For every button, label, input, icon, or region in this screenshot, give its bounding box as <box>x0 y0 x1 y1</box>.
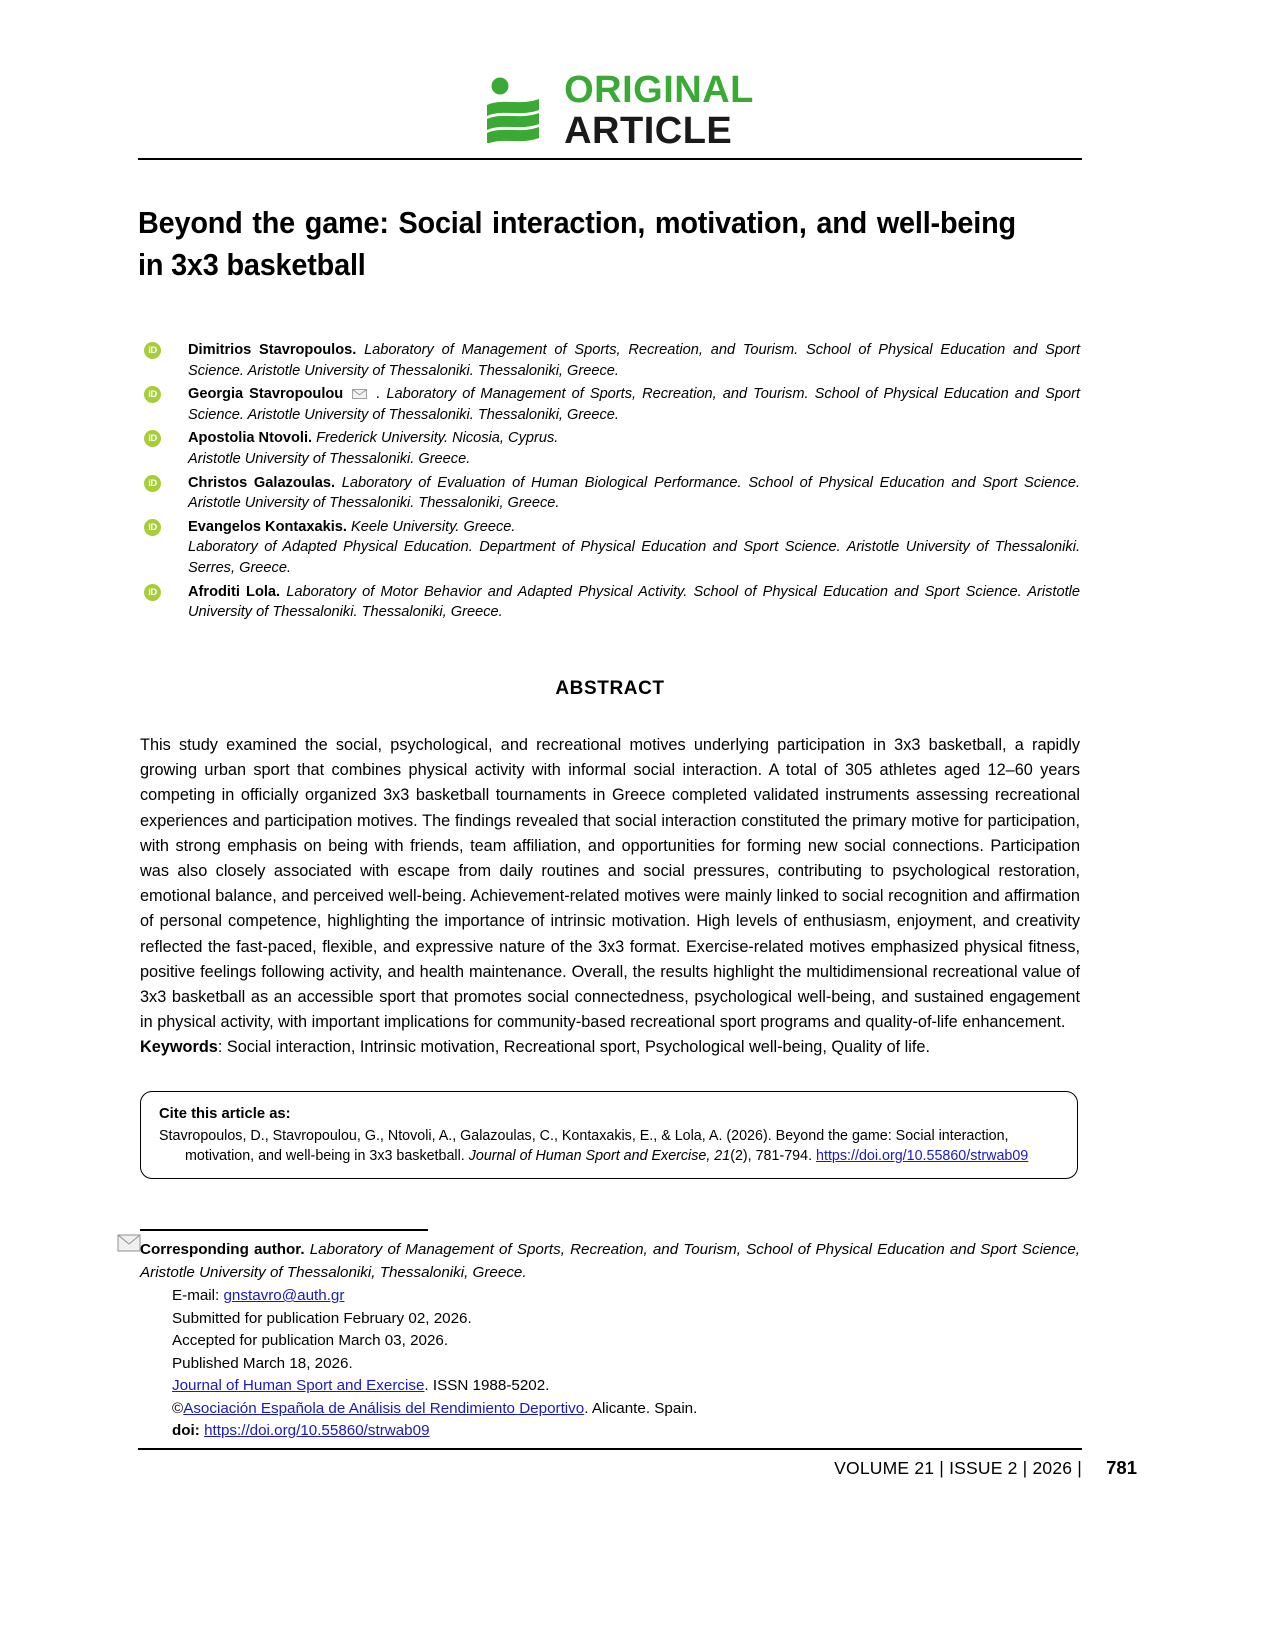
abstract-text: This study examined the social, psychological, and recreational motives underlying participation in 3x3 basketball, a rapidly growing urban sport that combines physical activity with informal social interaction. A total of 305 athletes aged 12–60 years competing in officially organized 3x3 basketball tournaments in Greece completed validated instruments assessing recreational experiences and participation motives. The findings revealed that social interaction constituted the primary motive for participation, with strong emphasis on being with friends, team affiliation, and opportunities for forming new social connections. Participation was also closely associated with escape from daily routines and social pressures, contributing to psychological restoration, emotional balance, and perceived well-being. Achievement-related motives were mainly linked to social recognition and affirmation of personal competence, highlighting the importance of intrinsic motivation. High levels of enthusiasm, enjoyment, and creativity reflected the fast-paced, flexible, and expressive nature of the 3x3 format. Exercise-related motives emphasized physical fitness, positive feelings following activity, and health maintenance. Overall, the results highlight the multidimensional recreational value of 3x3 basketball as an accessible sport that promotes social connectedness, psychological well-being, and sustained engagement in physical activity, with important implications for community-based recreational sport programs and quality-of-life enhancement. <box>140 736 1080 1032</box>
email-link[interactable]: gnstavro@auth.gr <box>223 1287 345 1304</box>
submitted-date: Submitted for publication February 02, 2026. <box>172 1309 472 1327</box>
cite-pages: (2), 781-794. <box>730 1148 817 1164</box>
orcid-icon[interactable]: iD <box>144 342 161 359</box>
author-affiliation: . Laboratory of Management of Sports, Recreation, and Tourism. School of Physical Education and Sport Science. Aristotle University of Thessaloniki. Thessaloniki, Greece. <box>188 386 1081 423</box>
cite-line-2-prefix: motivation, and well-being in 3x3 basketball. <box>185 1148 469 1164</box>
envelope-icon[interactable] <box>352 389 367 399</box>
copyright-symbol: © <box>172 1399 184 1417</box>
logo-text-article: ARTICLE <box>564 109 733 152</box>
author-name: Dimitrios Stavropoulos. <box>188 342 357 358</box>
header-divider <box>138 158 1082 160</box>
original-article-logo <box>486 68 754 152</box>
doi-label: doi: <box>172 1422 200 1439</box>
author-name: Evangelos Kontaxakis. <box>188 518 347 535</box>
author-name: Apostolia Ntovoli. <box>188 430 313 447</box>
copyright-line <box>172 1398 1080 1421</box>
footnote-block <box>140 1239 1080 1443</box>
corresponding-author-label: Corresponding author. <box>140 1241 305 1258</box>
keywords-line <box>140 1035 1080 1060</box>
author-affiliation-secondary: Aristotle University of Thessaloniki. Greece. <box>188 450 471 467</box>
page-number: 781 <box>1106 1457 1137 1478</box>
journal-header <box>138 62 1082 158</box>
volume-issue-label: VOLUME 21 | ISSUE 2 | 2026 | <box>834 1458 1082 1478</box>
orcid-icon[interactable]: iD <box>144 430 161 447</box>
author-affiliation: Laboratory of Evaluation of Human Biological Performance. School of Physical Education and Sport Science. Aristotle University of Thessaloniki. Thessaloniki, Greece. <box>188 474 1080 512</box>
cite-journal-name: Journal of Human Sport and Exercise, 21 <box>468 1148 731 1164</box>
orcid-icon[interactable]: iD <box>144 519 161 536</box>
email-label: E-mail: <box>172 1287 224 1304</box>
author-affiliation: Keele University. Greece. <box>351 518 516 535</box>
cite-line-1: Stavropoulos, D., Stavropoulou, G., Ntovoli, A., Galazoulas, C., Kontaxakis, E., & Lola, A. (2026). Beyond the game: Social interaction, <box>159 1128 1009 1144</box>
keywords-label: Keywords <box>140 1038 218 1057</box>
author-entry <box>140 517 1080 579</box>
orcid-icon[interactable]: iD <box>144 386 161 403</box>
cite-doi-link[interactable]: https://doi.org/10.55860/strwab09 <box>816 1148 1029 1164</box>
author-entry <box>140 384 1080 425</box>
three-wavy-bars-with-dot-icon <box>486 77 548 143</box>
publication-meta-list <box>140 1285 1080 1443</box>
author-affiliation: Laboratory of Motor Behavior and Adapted Physical Activity. School of Physical Education and Sport Science. Aristotle University of Thessaloniki. Thessaloniki, Greece. <box>188 583 1080 621</box>
cite-this-article-box <box>140 1091 1078 1179</box>
corresponding-author-affiliation: Laboratory of Management of Sports, Recreation, and Tourism, School of Physical Education and Sport Science, Aristotle University of Thessaloniki, Thessaloniki, Greece. <box>140 1241 1080 1281</box>
logo-text-original: ORIGINAL <box>564 68 754 111</box>
footnote-divider <box>140 1229 428 1231</box>
author-name: Afroditi Lola. <box>188 583 281 600</box>
keywords-value: : Social interaction, Intrinsic motivation, Recreational sport, Psychological well-being, Quality of life. <box>217 1038 931 1057</box>
author-affiliation: Frederick University. Nicosia, Cyprus. <box>316 430 559 447</box>
publisher-link[interactable]: Asociación Española de Análisis del Rendimiento Deportivo <box>183 1399 585 1417</box>
footer-divider <box>138 1448 1082 1450</box>
doi-line <box>172 1420 1080 1443</box>
doi-link[interactable]: https://doi.org/10.55860/strwab09 <box>204 1422 430 1439</box>
abstract-section <box>140 733 1080 1061</box>
cite-box-title: Cite this article as: <box>159 1106 291 1122</box>
author-entry <box>140 582 1080 623</box>
corresponding-author-line <box>140 1239 1080 1284</box>
accepted-date: Accepted for publication March 03, 2026. <box>172 1332 449 1349</box>
orcid-icon[interactable]: iD <box>144 584 161 601</box>
email-line <box>172 1285 1080 1308</box>
author-entry <box>140 473 1080 514</box>
journal-issn: . ISSN 1988-5202. <box>424 1377 550 1394</box>
journal-line <box>172 1375 1080 1398</box>
author-name: Georgia Stavropoulou <box>188 386 344 403</box>
author-entry <box>140 340 1080 381</box>
journal-link[interactable]: Journal of Human Sport and Exercise <box>172 1377 425 1394</box>
abstract-heading: ABSTRACT <box>555 678 665 699</box>
author-entry <box>140 428 1080 469</box>
publisher-location: . Alicante. Spain. <box>584 1399 698 1417</box>
page-title: Beyond the game: Social interaction, motivation, and well-being in 3x3 basketball <box>138 205 1016 282</box>
author-affiliation: Laboratory of Management of Sports, Recreation, and Tourism. School of Physical Education and Sport Science. Aristotle University of Thessaloniki. Thessaloniki, Greece. <box>188 342 1081 379</box>
published-date: Published March 18, 2026. <box>172 1354 353 1372</box>
author-list <box>140 340 1080 626</box>
orcid-icon[interactable]: iD <box>144 475 161 492</box>
envelope-icon <box>117 1234 141 1252</box>
author-name: Christos Galazoulas. <box>188 474 336 491</box>
author-affiliation-secondary: Laboratory of Adapted Physical Education. Department of Physical Education and Sport Science. Aristotle University of Thessaloniki. Serres, Greece. <box>188 539 1080 576</box>
cite-line-2 <box>159 1146 1061 1166</box>
cite-box-text <box>159 1126 1061 1166</box>
